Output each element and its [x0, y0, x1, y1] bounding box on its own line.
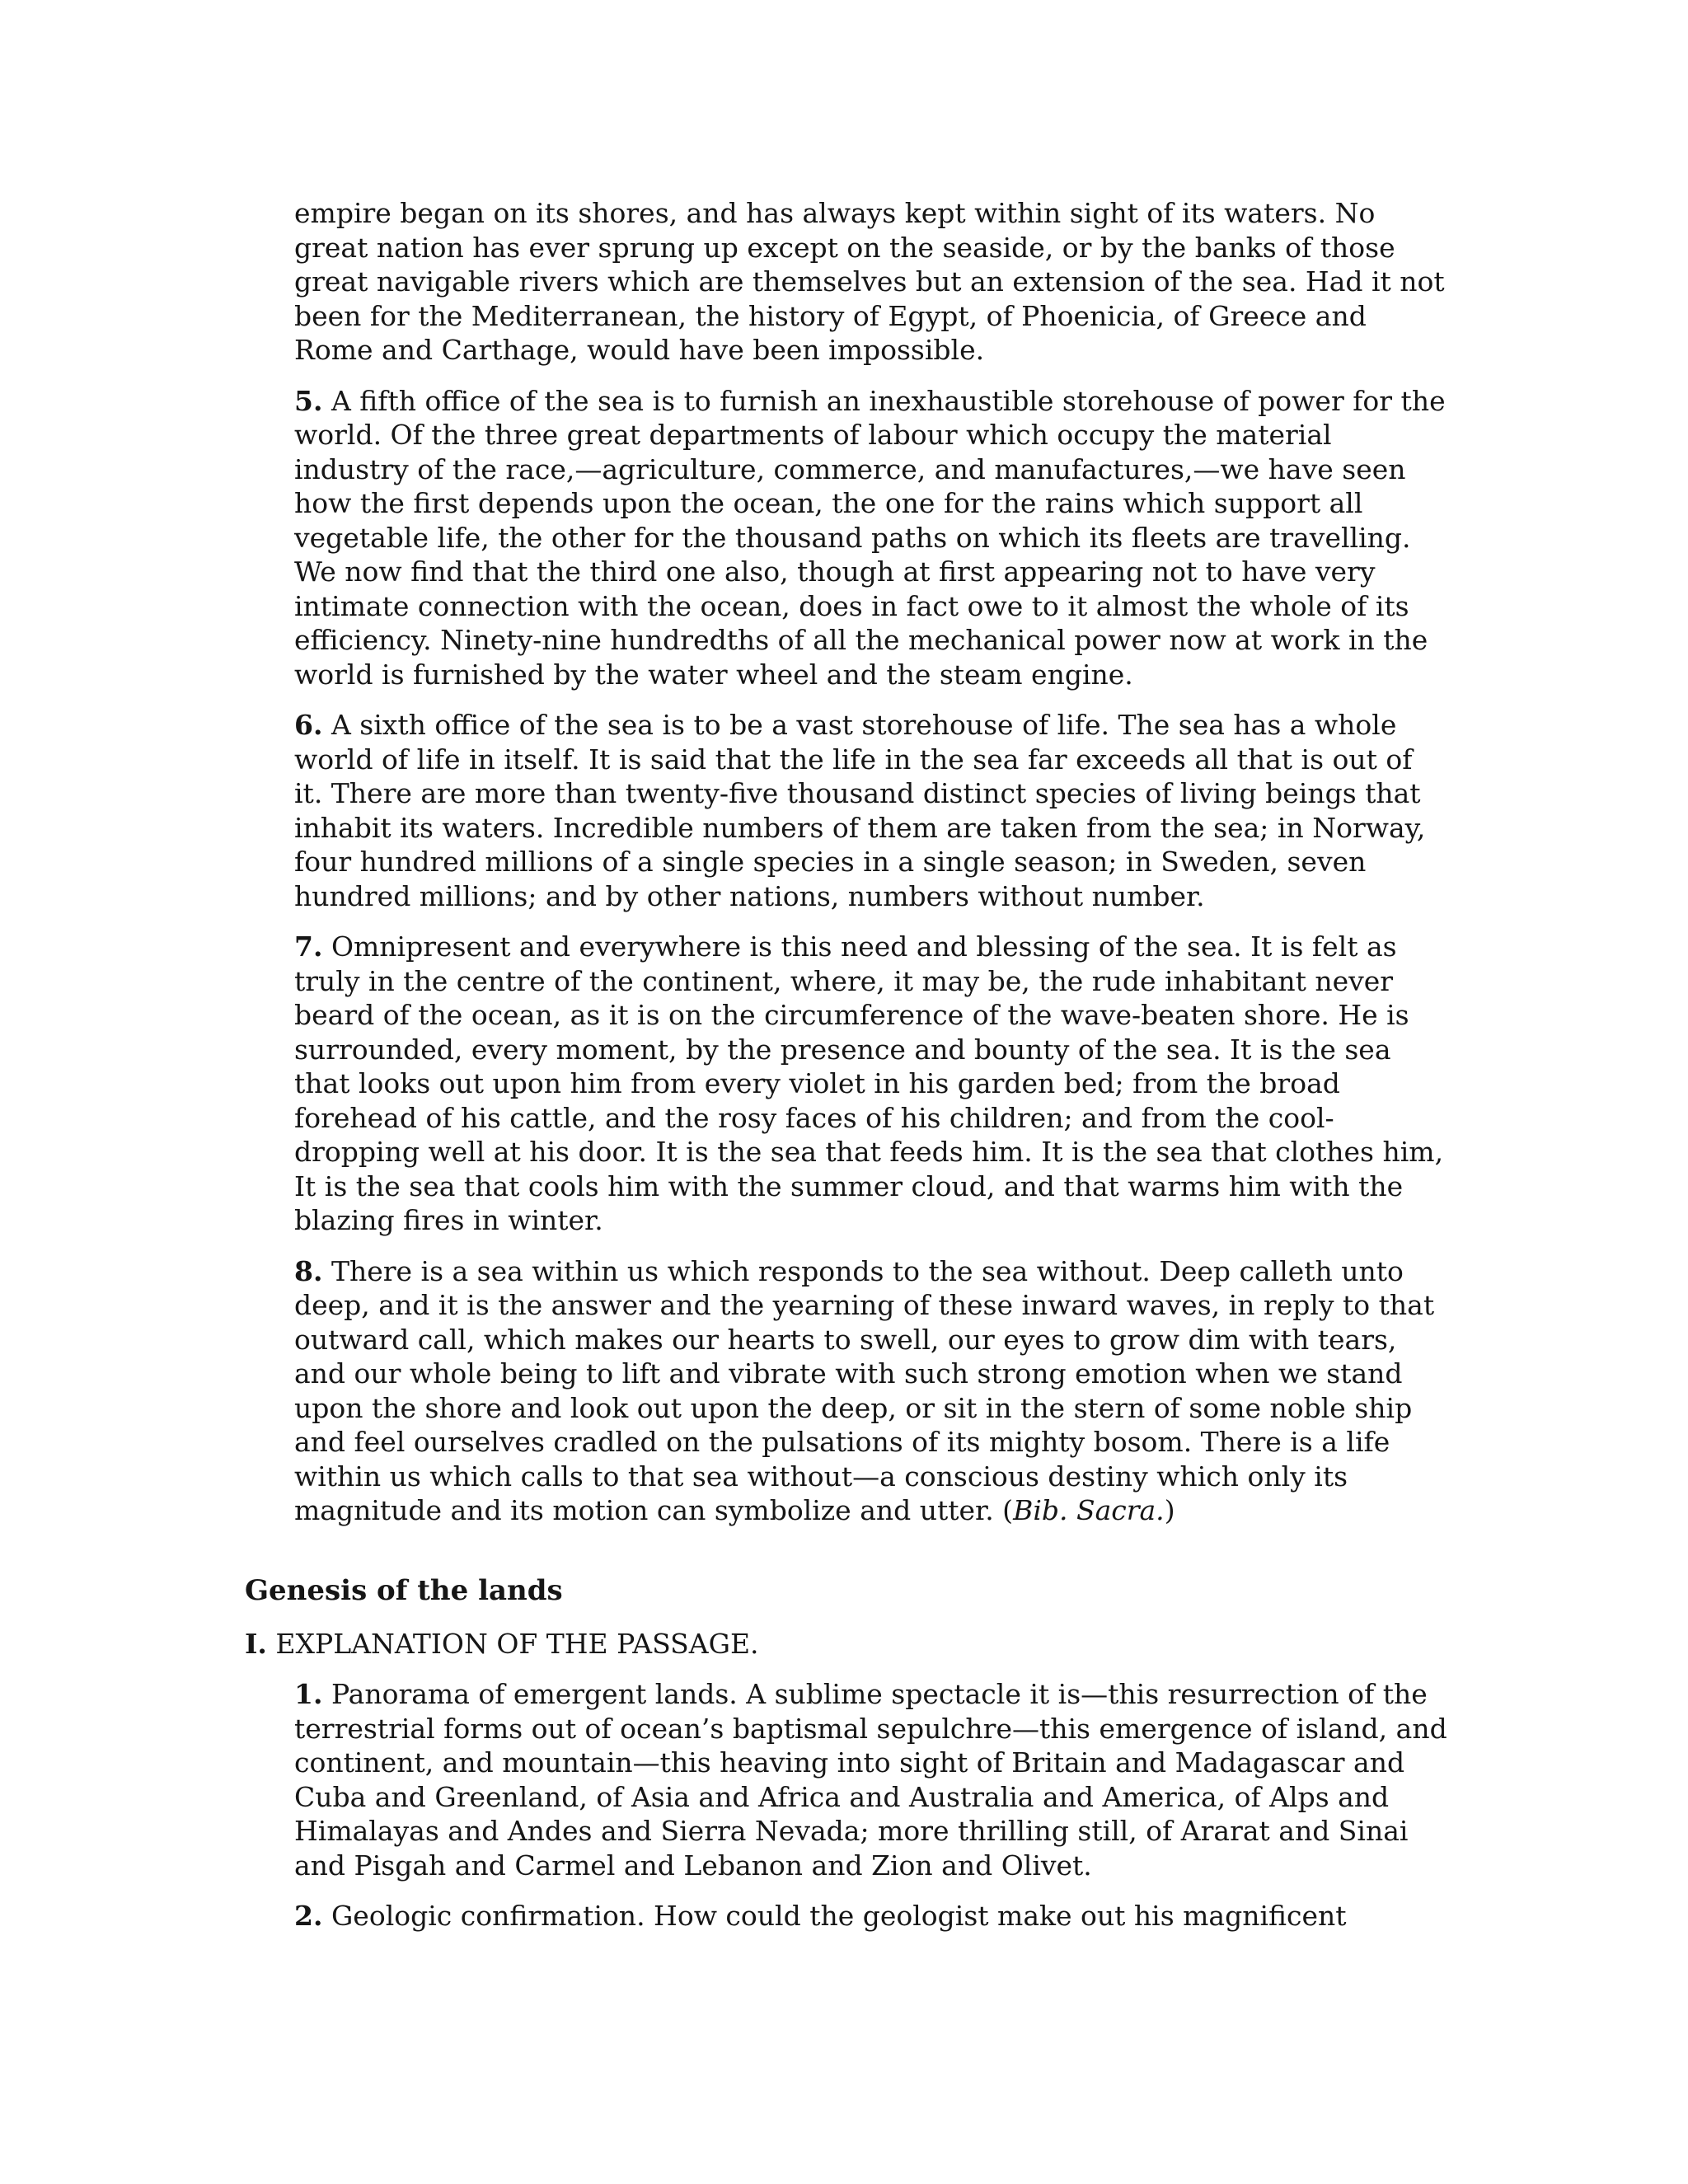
- citation-close: ): [1164, 1494, 1175, 1526]
- subheading-number: I.: [245, 1628, 267, 1660]
- section-paragraph-1: [294, 1677, 1448, 1882]
- paragraph-number: 8.: [294, 1254, 323, 1287]
- paragraph-text: Omnipresent and everywhere is this need and blessing of the sea. It is felt as truly in the centre of the continent, where, it may be, the rude inhabitant never beard of the ocean, as it is on the circumference of the wave-beaten shore. He is surrounded, every moment, by the presence and bounty of the sea. It is the sea that looks out upon him from every violet in his garden bed; from the broad forehead of his cattle, and the rosy faces of his children; and from the cool-dropping well at his door. It is the sea that feeds him. It is the sea that clothes him, It is the sea that cools him with the summer cloud, and that warms him with the blazing fires in winter.: [294, 930, 1444, 1236]
- paragraph-number: 1.: [294, 1678, 323, 1710]
- subheading: [245, 1628, 759, 1660]
- paragraph-text: Panorama of emergent lands. A sublime spectacle it is—this resurrection of the terrestrial forms out of ocean’s baptismal sepulchre—this emergence of island, and continent, and mountain—this heaving into sight of Britain and Madagascar and Cuba and Greenland, of Asia and Africa and Australia and America, of Alps and Himalayas and Andes and Sierra Nevada; more thrilling still, of Ararat and Sinai and Pisgah and Carmel and Lebanon and Zion and Olivet.: [294, 1678, 1447, 1882]
- paragraph-number: 6.: [294, 709, 323, 741]
- continuation-paragraph: [294, 196, 1448, 368]
- section-heading: Genesis of the lands: [245, 1574, 563, 1607]
- section-paragraph-2: [294, 1899, 1448, 1933]
- paragraph-6: [294, 708, 1448, 913]
- paragraph-text: A fifth office of the sea is to furnish an inexhaustible storehouse of power for the world. Of the three great departments of labour which occupy the material industry of the race,—agriculture, commerce, and manufactures,—we have seen how the first depends upon the ocean, the one for the rains which support all vegetable life, the other for the thousand paths on which its fleets are travelling. We now find that the third one also, though at first appearing not to have very intimate connection with the ocean, does in fact owe to it almost the whole of its efficiency. Ninety-nine hundredths of all the mechanical power now at work in the world is furnished by the water wheel and the steam engine.: [294, 384, 1446, 691]
- lower-text-block: [294, 1677, 1448, 1950]
- paragraph-text: Geologic confirmation. How could the geologist make out his magnificent: [322, 1900, 1347, 1932]
- citation: Bib. Sacra.: [1013, 1494, 1165, 1526]
- subheading-text: EXPLANATION OF THE PASSAGE.: [266, 1628, 759, 1660]
- paragraph-number: 7.: [294, 930, 323, 963]
- paragraph-number: 5.: [294, 384, 323, 417]
- paragraph-text: There is a sea within us which responds to the sea without. Deep calleth unto deep, and it is the answer and the yearning of these inward waves, in reply to that outward call, which makes our hearts to swell, our eyes to grow dim with tears, and our whole being to lift and vibrate with such strong emotion when we stand upon the shore and look out upon the deep, or sit in the stern of some noble ship and feel ourselves cradled on the pulsations of its mighty bosom. There is a life within us which calls to that sea without—a conscious destiny which only its magnitude and its motion can symbolize and utter. (: [294, 1254, 1435, 1526]
- paragraph-5: [294, 384, 1448, 692]
- paragraph-8: [294, 1254, 1448, 1528]
- paragraph-number: 2.: [294, 1900, 323, 1932]
- upper-text-block: [294, 196, 1448, 1544]
- paragraph-7: [294, 930, 1448, 1238]
- paragraph-text: empire began on its shores, and has always kept within sight of its waters. No great nation has ever sprung up except on the seaside, or by the banks of those great navigable rivers which are themselves but an extension of the sea. Had it not been for the Mediterranean, the history of Egypt, of Phoenicia, of Greece and Rome and Carthage, would have been impossible.: [294, 197, 1445, 366]
- paragraph-text: A sixth office of the sea is to be a vast storehouse of life. The sea has a whole world of life in itself. It is said that the life in the sea far exceeds all that is out of it. There are more than twenty-five thousand distinct species of living beings that inhabit its waters. Incredible numbers of them are taken from the sea; in Norway, four hundred millions of a single species in a single season; in Sweden, seven hundred millions; and by other nations, numbers without number.: [294, 709, 1426, 912]
